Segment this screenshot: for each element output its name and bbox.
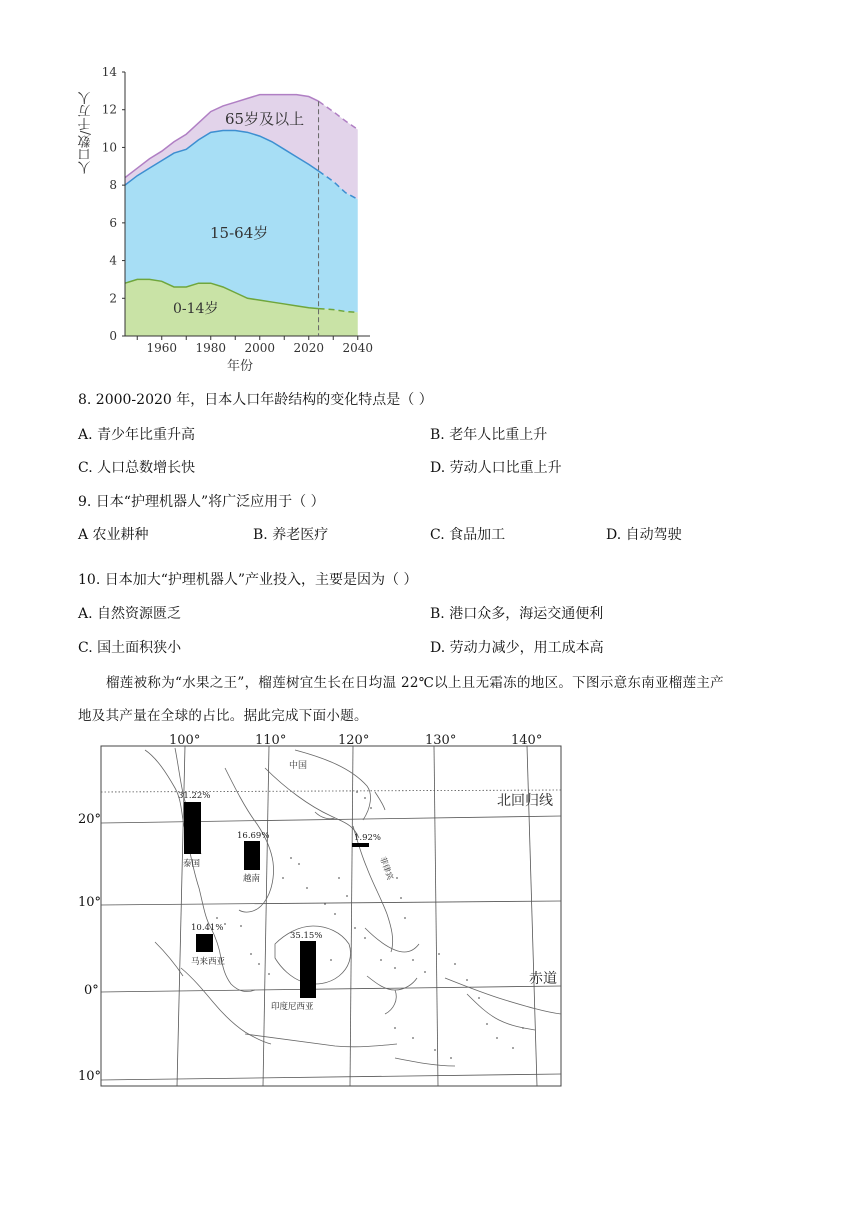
island-dot <box>290 857 292 859</box>
x-axis-title: 年份 <box>227 359 254 374</box>
island-dot <box>394 1027 396 1029</box>
lat-label-20: 20° <box>78 812 102 827</box>
island-dot <box>250 953 252 955</box>
x-tick-label: 2000 <box>244 341 276 355</box>
q9-option-c[interactable]: C. 食品加工 <box>430 527 506 543</box>
label-young: 0-14岁 <box>173 301 219 317</box>
island-dot <box>364 937 366 939</box>
island-dot <box>240 925 242 927</box>
lon-label-130: 130° <box>425 733 457 748</box>
q9-option-b[interactable]: B. 养老医疗 <box>253 527 329 543</box>
y-tick-label: 8 <box>109 178 117 193</box>
pct-indonesia: 35.15% <box>290 931 323 941</box>
island-dot <box>522 1027 524 1029</box>
island-dot <box>356 791 358 793</box>
lon-label-140: 140° <box>511 733 543 748</box>
island-dot <box>512 1047 514 1049</box>
q9-option-a[interactable]: A 农业耕种 <box>78 527 149 543</box>
y-tick-label: 6 <box>109 215 117 230</box>
island-dot <box>306 887 308 889</box>
y-tick-label: 14 <box>101 65 117 79</box>
q10-option-c[interactable]: C. 国土面积狭小 <box>78 640 182 656</box>
lat-label-s10: 10° <box>78 1069 102 1084</box>
island-dot <box>400 897 402 899</box>
island-dot <box>466 979 468 981</box>
island-dot <box>298 863 300 865</box>
bar-vietnam <box>244 841 260 870</box>
equator-label: 赤道 <box>529 971 557 987</box>
y-tick-label: 10 <box>101 140 117 155</box>
island-dot <box>404 917 406 919</box>
x-tick-label: 1960 <box>146 341 178 355</box>
island-dot <box>412 1037 414 1039</box>
island-dot <box>282 877 284 879</box>
island-dot <box>268 973 270 975</box>
island-dot <box>380 959 382 961</box>
island-dot <box>370 807 372 809</box>
lon-label-120: 120° <box>338 733 370 748</box>
lat-label-10: 10° <box>78 895 102 910</box>
q8-option-b[interactable]: B. 老年人比重上升 <box>430 427 548 443</box>
island-dot <box>258 963 260 965</box>
y-tick-label: 4 <box>109 253 117 268</box>
island-dot <box>364 797 366 799</box>
q10-option-d[interactable]: D. 劳动力减少，用工成本高 <box>430 640 604 656</box>
island-dot <box>438 953 440 955</box>
island-dot <box>330 959 332 961</box>
pct-malaysia: 10.41% <box>191 923 224 933</box>
island-dot <box>434 1049 436 1051</box>
country-malaysia: 马来西亚 <box>191 957 226 967</box>
q8-option-c[interactable]: C. 人口总数增长快 <box>78 460 196 476</box>
y-axis-title: 人口数/千万人 <box>78 91 94 174</box>
island-dot <box>216 917 218 919</box>
country-indonesia: 印度尼西亚 <box>271 1002 314 1012</box>
label-old: 65岁及以上 <box>225 110 305 128</box>
china-label: 中国 <box>289 761 308 771</box>
y-tick-label: 0 <box>109 329 117 343</box>
bar-philippines <box>352 843 369 847</box>
intro-paragraph-line2: 地及其产量在全球的占比。据此完成下面小题。 <box>78 708 368 724</box>
x-tick-label: 1980 <box>195 341 227 355</box>
x-tick-label: 2020 <box>293 341 325 355</box>
island-dot <box>394 967 396 969</box>
y-tick-label: 12 <box>101 102 117 117</box>
pct-philippines: 1.92% <box>354 833 382 843</box>
island-dot <box>354 927 356 929</box>
island-dot <box>346 895 348 897</box>
island-dot <box>412 959 414 961</box>
island-dot <box>454 963 456 965</box>
pct-thailand: 31.22% <box>178 791 211 801</box>
label-working: 15-64岁 <box>210 224 269 242</box>
bar-indonesia <box>300 941 316 998</box>
tropic-label: 北回归线 <box>497 793 553 809</box>
island-dot <box>396 877 398 879</box>
pct-vietnam: 16.69% <box>237 831 270 841</box>
question-8-stem: 8. 2000-2020 年，日本人口年龄结构的变化特点是（ ） <box>78 392 433 408</box>
y-tick-label: 2 <box>109 291 117 306</box>
country-philippines: 菲律宾 <box>378 855 395 882</box>
intro-paragraph-line1: 榴莲被称为“水果之王”，榴莲树宜生长在日均温 22℃以上且无霜冻的地区。下图示意东南亚榴莲主产 <box>106 675 724 691</box>
q8-option-a[interactable]: A. 青少年比重升高 <box>78 427 196 443</box>
q10-option-b[interactable]: B. 港口众多，海运交通便利 <box>430 606 604 622</box>
question-9-stem: 9. 日本“护理机器人”将广泛应用于（ ） <box>78 494 325 510</box>
map-frame <box>101 746 561 1086</box>
question-10-stem: 10. 日本加大“护理机器人”产业投入，主要是因为（ ） <box>78 572 418 588</box>
x-tick-label: 2040 <box>342 341 374 355</box>
population-chart <box>70 60 380 380</box>
island-dot <box>424 971 426 973</box>
island-dot <box>338 877 340 879</box>
country-thailand: 泰国 <box>183 859 201 869</box>
lon-label-110: 110° <box>255 733 287 748</box>
island-dot <box>334 913 336 915</box>
q9-option-d[interactable]: D. 自动驾驶 <box>606 527 682 543</box>
bar-malaysia <box>196 934 213 952</box>
island-dot <box>324 903 326 905</box>
bar-thailand <box>184 802 201 854</box>
country-vietnam: 越南 <box>243 874 261 884</box>
southeast-asia-map <box>95 728 575 1093</box>
q10-option-a[interactable]: A. 自然资源匮乏 <box>78 606 182 622</box>
lat-label-0: 0° <box>84 983 99 998</box>
island-dot <box>496 1037 498 1039</box>
island-dot <box>486 1023 488 1025</box>
island-dot <box>450 1057 452 1059</box>
island-dot <box>224 923 226 925</box>
lon-label-100: 100° <box>169 733 201 748</box>
q8-option-d[interactable]: D. 劳动人口比重上升 <box>430 460 562 476</box>
island-dot <box>478 997 480 999</box>
